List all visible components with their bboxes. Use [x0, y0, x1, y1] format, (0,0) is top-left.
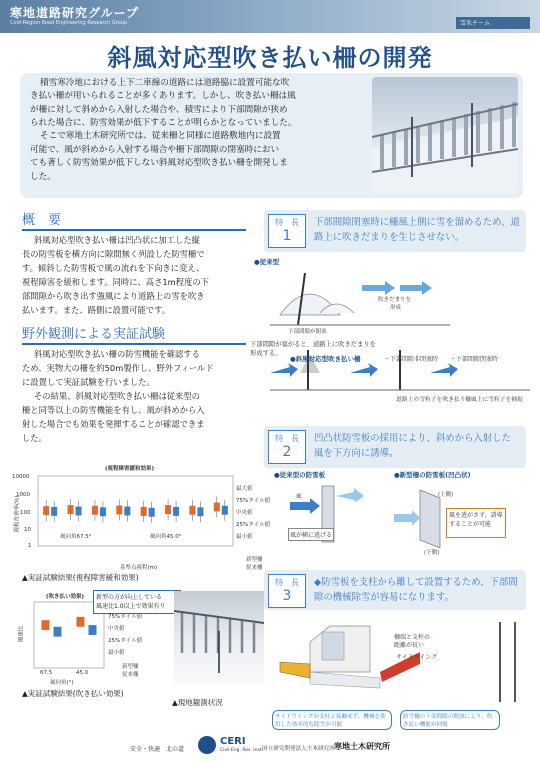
- intro-box: [20, 73, 523, 198]
- legend-item: 中央値: [108, 626, 125, 632]
- intro-line: そこで寒地土木研究所では、従来柵と同様に道路敷地内に設置: [40, 131, 281, 141]
- box-mark: [54, 627, 62, 637]
- overview-line: 払います。また、路側に設置可能です。: [22, 305, 171, 315]
- intro-line: き払い柵が用いられることが多くあります。しかし、吹き払い柵は風: [30, 91, 296, 101]
- chart2-xlabel: 風向角(°): [50, 680, 74, 686]
- fence-photo: [372, 77, 518, 194]
- fig2-guide: 風を逃がさず、誘導することが可能: [446, 508, 506, 538]
- field-photo: [174, 591, 264, 685]
- chart2-cat: 67.5: [40, 670, 53, 676]
- field-line: 斜風対応型吹き払い柵の防雪機能を確認する: [34, 349, 200, 359]
- chart1-plot: [10, 462, 256, 572]
- chart1-xlabel: 基準点視程(m): [120, 565, 158, 571]
- chart2-caption: ▲実証試験結果(吹き払い効果): [22, 689, 124, 698]
- fig2-side: 風が横に逃げる: [288, 528, 334, 541]
- fig2-new: ●新型柵の防雪板(凹凸状): [394, 471, 471, 479]
- box-mark: [189, 506, 195, 515]
- series-label: 従来柵: [122, 672, 139, 678]
- chart1-tick: 1: [28, 543, 32, 549]
- overview-line: 視程障害を緩和します。同時に、高さ1m程度の下: [22, 277, 209, 287]
- chart-visibility: [10, 462, 271, 572]
- figure-3: [270, 612, 535, 734]
- box-mark: [100, 507, 106, 516]
- fig3-label: 距離が長い: [394, 642, 425, 649]
- group-subtitle: Cold-Region Road Engineering Research Group: [10, 20, 128, 26]
- field-heading: 野外観測による実証試験: [22, 323, 165, 342]
- footer: [0, 736, 540, 764]
- chart1-title: (視程障害緩和効果): [105, 466, 155, 472]
- box-mark: [92, 506, 98, 515]
- chart1-caption: ▲実証試験結果(視程障害緩和効果): [22, 573, 139, 582]
- fig1-c2: 柵風上に雪粒子を捕捉: [465, 397, 523, 403]
- org-name: 寒地土木研究所: [334, 742, 390, 751]
- box-mark: [165, 505, 171, 514]
- feature-3-tag: 特 長 3: [268, 574, 306, 608]
- intro-line: 積雪寒冷地における上下二車線の道路には道路脇に設置可能な吹: [40, 78, 290, 88]
- box-mark: [214, 502, 220, 511]
- fig1-open: ・下部間隙非閉塞時: [384, 356, 439, 363]
- field-line: 柵と同等以上の防雪機能を有し、風が斜めから入: [22, 405, 205, 415]
- page-title: 斜風対応型吹き払い柵の開発: [107, 44, 433, 72]
- chart1-tick: 10: [24, 527, 31, 533]
- intro-line: 可能で、風が斜めから入射する場合や柵下部間隙の閉塞時におい: [30, 145, 280, 155]
- photo-caption: ▲現地観測状況: [172, 698, 223, 707]
- feature-2: [264, 426, 526, 468]
- fig1-conv: ●従来型: [254, 258, 280, 266]
- box-mark: [141, 507, 147, 516]
- ceri-logo: [198, 736, 216, 754]
- chart2-ylabel: 風速比: [18, 625, 25, 643]
- fig3-box1: サイドウイングが支柱と接触せず、機械を使用した効率的な除雪が可能: [272, 710, 392, 730]
- box-mark: [89, 625, 97, 635]
- chart1-tick: 10000: [12, 474, 30, 480]
- group-name: 寒地道路研究グループ: [10, 6, 140, 20]
- feature-1-tag: 特 長 1: [268, 214, 306, 248]
- overview-line: 長の防雪板を横方向に隙間無く列設した防雪柵で: [22, 249, 205, 259]
- box-mark: [222, 506, 228, 515]
- series-label: 新型柵: [122, 664, 139, 670]
- team-badge: 雪氷チーム: [456, 17, 530, 29]
- field-line: に設置して実証試験を行いました。: [22, 377, 155, 387]
- overview-heading: 概 要: [22, 209, 61, 228]
- box-mark: [51, 507, 57, 516]
- fig1-drift: 吹きだまりを: [378, 297, 412, 303]
- box-mark: [197, 507, 203, 516]
- overview-line: 斜風対応型吹き払い柵は凹凸状に加工した縦: [34, 235, 200, 245]
- legend-item: 75%タイル値: [108, 614, 143, 620]
- figure-1: [250, 255, 535, 425]
- chart1-group: 風向角45.0°: [150, 534, 182, 540]
- box-mark: [68, 505, 74, 514]
- fig1-c1: 道路上の雪粒子を吹き払う: [396, 397, 466, 403]
- fig2-conv: ●従来型の防雪板: [274, 471, 326, 479]
- chart2-note: 新型の方が向上している 風速比1.0以上で効果有り: [93, 590, 181, 614]
- fig2-up: (上側): [438, 492, 454, 498]
- chart2-title: (吹き払い効果): [46, 594, 85, 600]
- intro-line: られた場合に、防雪効果が低下することが明らかとなっていました。: [30, 118, 297, 128]
- feature-1: [264, 210, 526, 252]
- box-mark: [173, 507, 179, 516]
- fig1-drift2: 形成: [390, 305, 402, 311]
- field-line: その結果、斜風対応型吹き払い柵は従来型の: [34, 391, 200, 401]
- chart1-tick: 100: [20, 510, 31, 516]
- box-mark: [77, 617, 85, 627]
- series-label: 従来柵: [246, 565, 263, 571]
- field-line: 射した場合でも効果を発揮することが確認できま: [22, 419, 205, 429]
- chart1-group: 風向角67.5°: [60, 534, 92, 540]
- footer-slogan: 安全・快適 北の道: [130, 746, 185, 753]
- feature-2-tag: 特 長 2: [268, 430, 306, 464]
- box-mark: [116, 505, 122, 514]
- feature-2-text: 凹凸状防雪板の採用により、斜めから入射した風を下方向に誘導。: [314, 433, 511, 459]
- field-line: ため、実物大の柵を約50m製作し、野外フィールド: [22, 363, 214, 373]
- feature-3-text: ◆防雪板を支柱から離して設置するため、下部間隙の機械除雪が容易になります。: [314, 577, 518, 603]
- fig2-down: (下側): [424, 550, 440, 556]
- overview-line: す。傾斜した防雪板で風の流れを下向きに変え、: [22, 263, 205, 273]
- fig1-closed: ・下部間隙閉塞時: [450, 356, 499, 363]
- fig3-wing: サイドウイング: [396, 654, 438, 661]
- fig1-new: ●斜風対応型吹き払い柵: [290, 355, 361, 363]
- legend-item: 中央値: [236, 510, 253, 516]
- chart2-cat: 45.0: [76, 670, 89, 676]
- box-mark: [43, 506, 49, 515]
- feature-3: [264, 570, 526, 610]
- legend-item: 25%タイル値: [236, 522, 271, 528]
- chart1-tick: 1000: [16, 492, 30, 498]
- ceri-sub: Civil Eng. Res. Inst.: [220, 748, 264, 753]
- feature-1-text: 下部間隙閉塞時に柵風上側に雪を溜めるため、道路上に吹きだまりを生じさせない。: [314, 217, 520, 243]
- legend-item: 最小値: [108, 650, 125, 656]
- fig2-wind: 風: [296, 494, 302, 500]
- box-mark: [42, 620, 50, 630]
- fig1-note: 下部間隙が塞がると、道路上に吹きだまりを: [250, 341, 376, 348]
- fig1-note: 形成する。: [250, 350, 282, 357]
- legend-item: 75%タイル値: [236, 498, 271, 504]
- box-mark: [124, 507, 130, 516]
- box-mark: [76, 507, 82, 516]
- overview-line: 部間隙から吹き出す強風により道路上の雪を吹き: [22, 291, 205, 301]
- chart1-ylabel: 視程改善率(%): [14, 495, 21, 533]
- org-small: 国立研究開発法人土木研究所: [262, 746, 335, 752]
- fig3-label: 柵端と支柱の: [394, 634, 431, 641]
- figure-2: [270, 468, 535, 564]
- fig3-box2: 防雪柵の下部間隙の開放により、吹き払い機能が回復: [400, 710, 500, 730]
- ceri-text: CERI: [220, 736, 246, 747]
- legend-item: 最小値: [236, 534, 253, 540]
- fig1-gap: 下部間隙が閉塞: [288, 329, 327, 335]
- field-line: した。: [22, 433, 47, 443]
- legend-item: 最大値: [236, 486, 253, 492]
- intro-line: した。: [30, 172, 56, 182]
- box-mark: [149, 508, 155, 517]
- series-label: 新型柵: [246, 557, 263, 563]
- legend-item: 25%タイル値: [108, 638, 143, 644]
- intro-line: が柵に対して斜めから入射した場合や、積雪により下部間隙が狭め: [30, 105, 288, 115]
- header-banner: [0, 0, 540, 33]
- intro-line: ても著しく防雪効果が低下しない斜風対応型吹き払い柵を開発しま: [30, 158, 288, 168]
